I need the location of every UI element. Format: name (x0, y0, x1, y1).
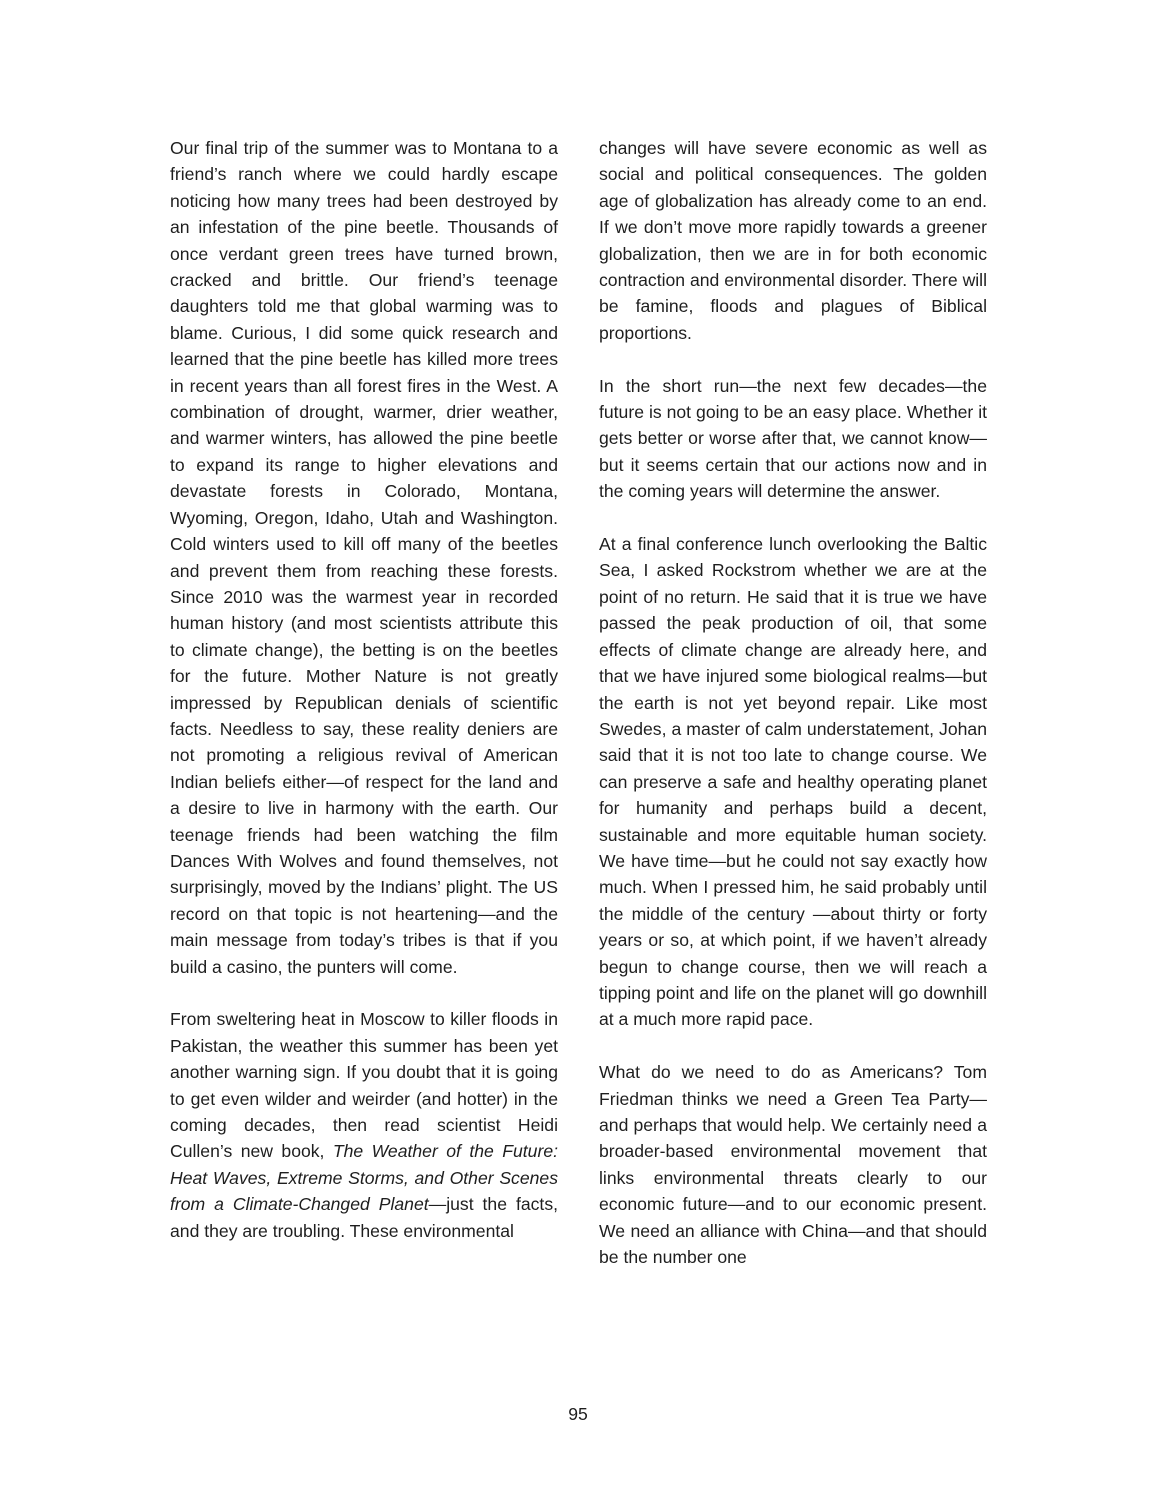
paragraph-americans: What do we need to do as Americans? Tom Friedman thinks we need a Green Tea Party—and perhaps that would help. We certainly need a broader-based environmental movement that links environmental threats clearly to our economic future—and to our economic present. We need an alliance with China—and that should be the number one (599, 1062, 987, 1268)
page-number: 95 (568, 1404, 588, 1424)
right-column (599, 135, 987, 1270)
paragraph-text: —just the facts, and they are troubling. These environmental (170, 1194, 558, 1241)
book-title: The Weather of the Future: Heat Waves, Extreme Storms, and Other Scenes from a Climate-Changed Planet (170, 1141, 558, 1215)
paragraph-montana-trip: Our final trip of the summer was to Montana to a friend’s ranch where we could hardly escape noticing how many trees had been destroyed by an infestation of the pine beetle. Thousands of once verdant green trees have turned brown, cracked and brittle. Our friend’s teenage daughters told me that global warming was to blame. Curious, I did some quick research and learned that the pine beetle has killed more trees in recent years than all forest fires in the West. A combination of drought, warmer, drier weather, and warmer winters, has allowed the pine beetle to expand its range to higher elevations and devastate forests in Colorado, Montana, Wyoming, Oregon, Idaho, Utah and Washington. Cold winters used to kill off many of the beetles and prevent them from reaching these forests. Since 2010 was the warmest year in recorded human history (and most scientists attribute this to climate change), the betting is on the beetles for the future. Mother Nature is not greatly impressed by Republican denials of scientific facts. Needless to say, these reality deniers are not promoting a religious revival of American Indian beliefs either—of respect for the land and a desire to live in harmony with the earth. Our teenage friends had been watching the film Dances With Wolves and found themselves, not surprisingly, moved by the Indians’ plight. The US record on that topic is not heartening—and the main message from today’s tribes is that if you build a casino, the punters will come. (170, 138, 558, 977)
paragraph-consequences: changes will have severe economic as well as social and political consequences. The golden age of globalization has already come to an end. If we don’t move more rapidly towards a greener globalization, then we are in for both economic contraction and environmental disorder. There will be famine, floods and plagues of Biblical proportions. (599, 138, 987, 343)
left-column (170, 135, 558, 1244)
paragraph-rockstrom: At a final conference lunch overlooking the Baltic Sea, I asked Rockstrom whether we are at the point of no return. He said that it is true we have passed the peak production of oil, that some effects of climate change are already here, and that we have injured some biological realms—but the earth is not yet beyond repair. Like most Swedes, a master of calm understatement, Johan said that it is not too late to change course. We can preserve a safe and healthy operating planet for humanity and perhaps build a decent, sustainable and more equitable human society. We have time—but he could not say exactly how much. When I pressed him, he said probably until the middle of the century —about thirty or forty years or so, at which point, if we haven’t already begun to change course, then we will reach a tipping point and life on the planet will go downhill at a much more rapid pace. (599, 534, 987, 1030)
paragraph-weather-warning (170, 1006, 558, 1244)
paragraph-text: From sweltering heat in Moscow to killer floods in Pakistan, the weather this summer has been yet another warning sign. If you doubt that it is going to get even wilder and weirder (and hotter) in the coming decades, then read scientist Heidi Cullen’s new book, (170, 1009, 558, 1162)
paragraph-short-run: In the short run—the next few decades—the future is not going to be an easy place. Whether it gets better or worse after that, we cannot know—but it seems certain that our actions now and in the coming years will determine the answer. (599, 375, 987, 502)
